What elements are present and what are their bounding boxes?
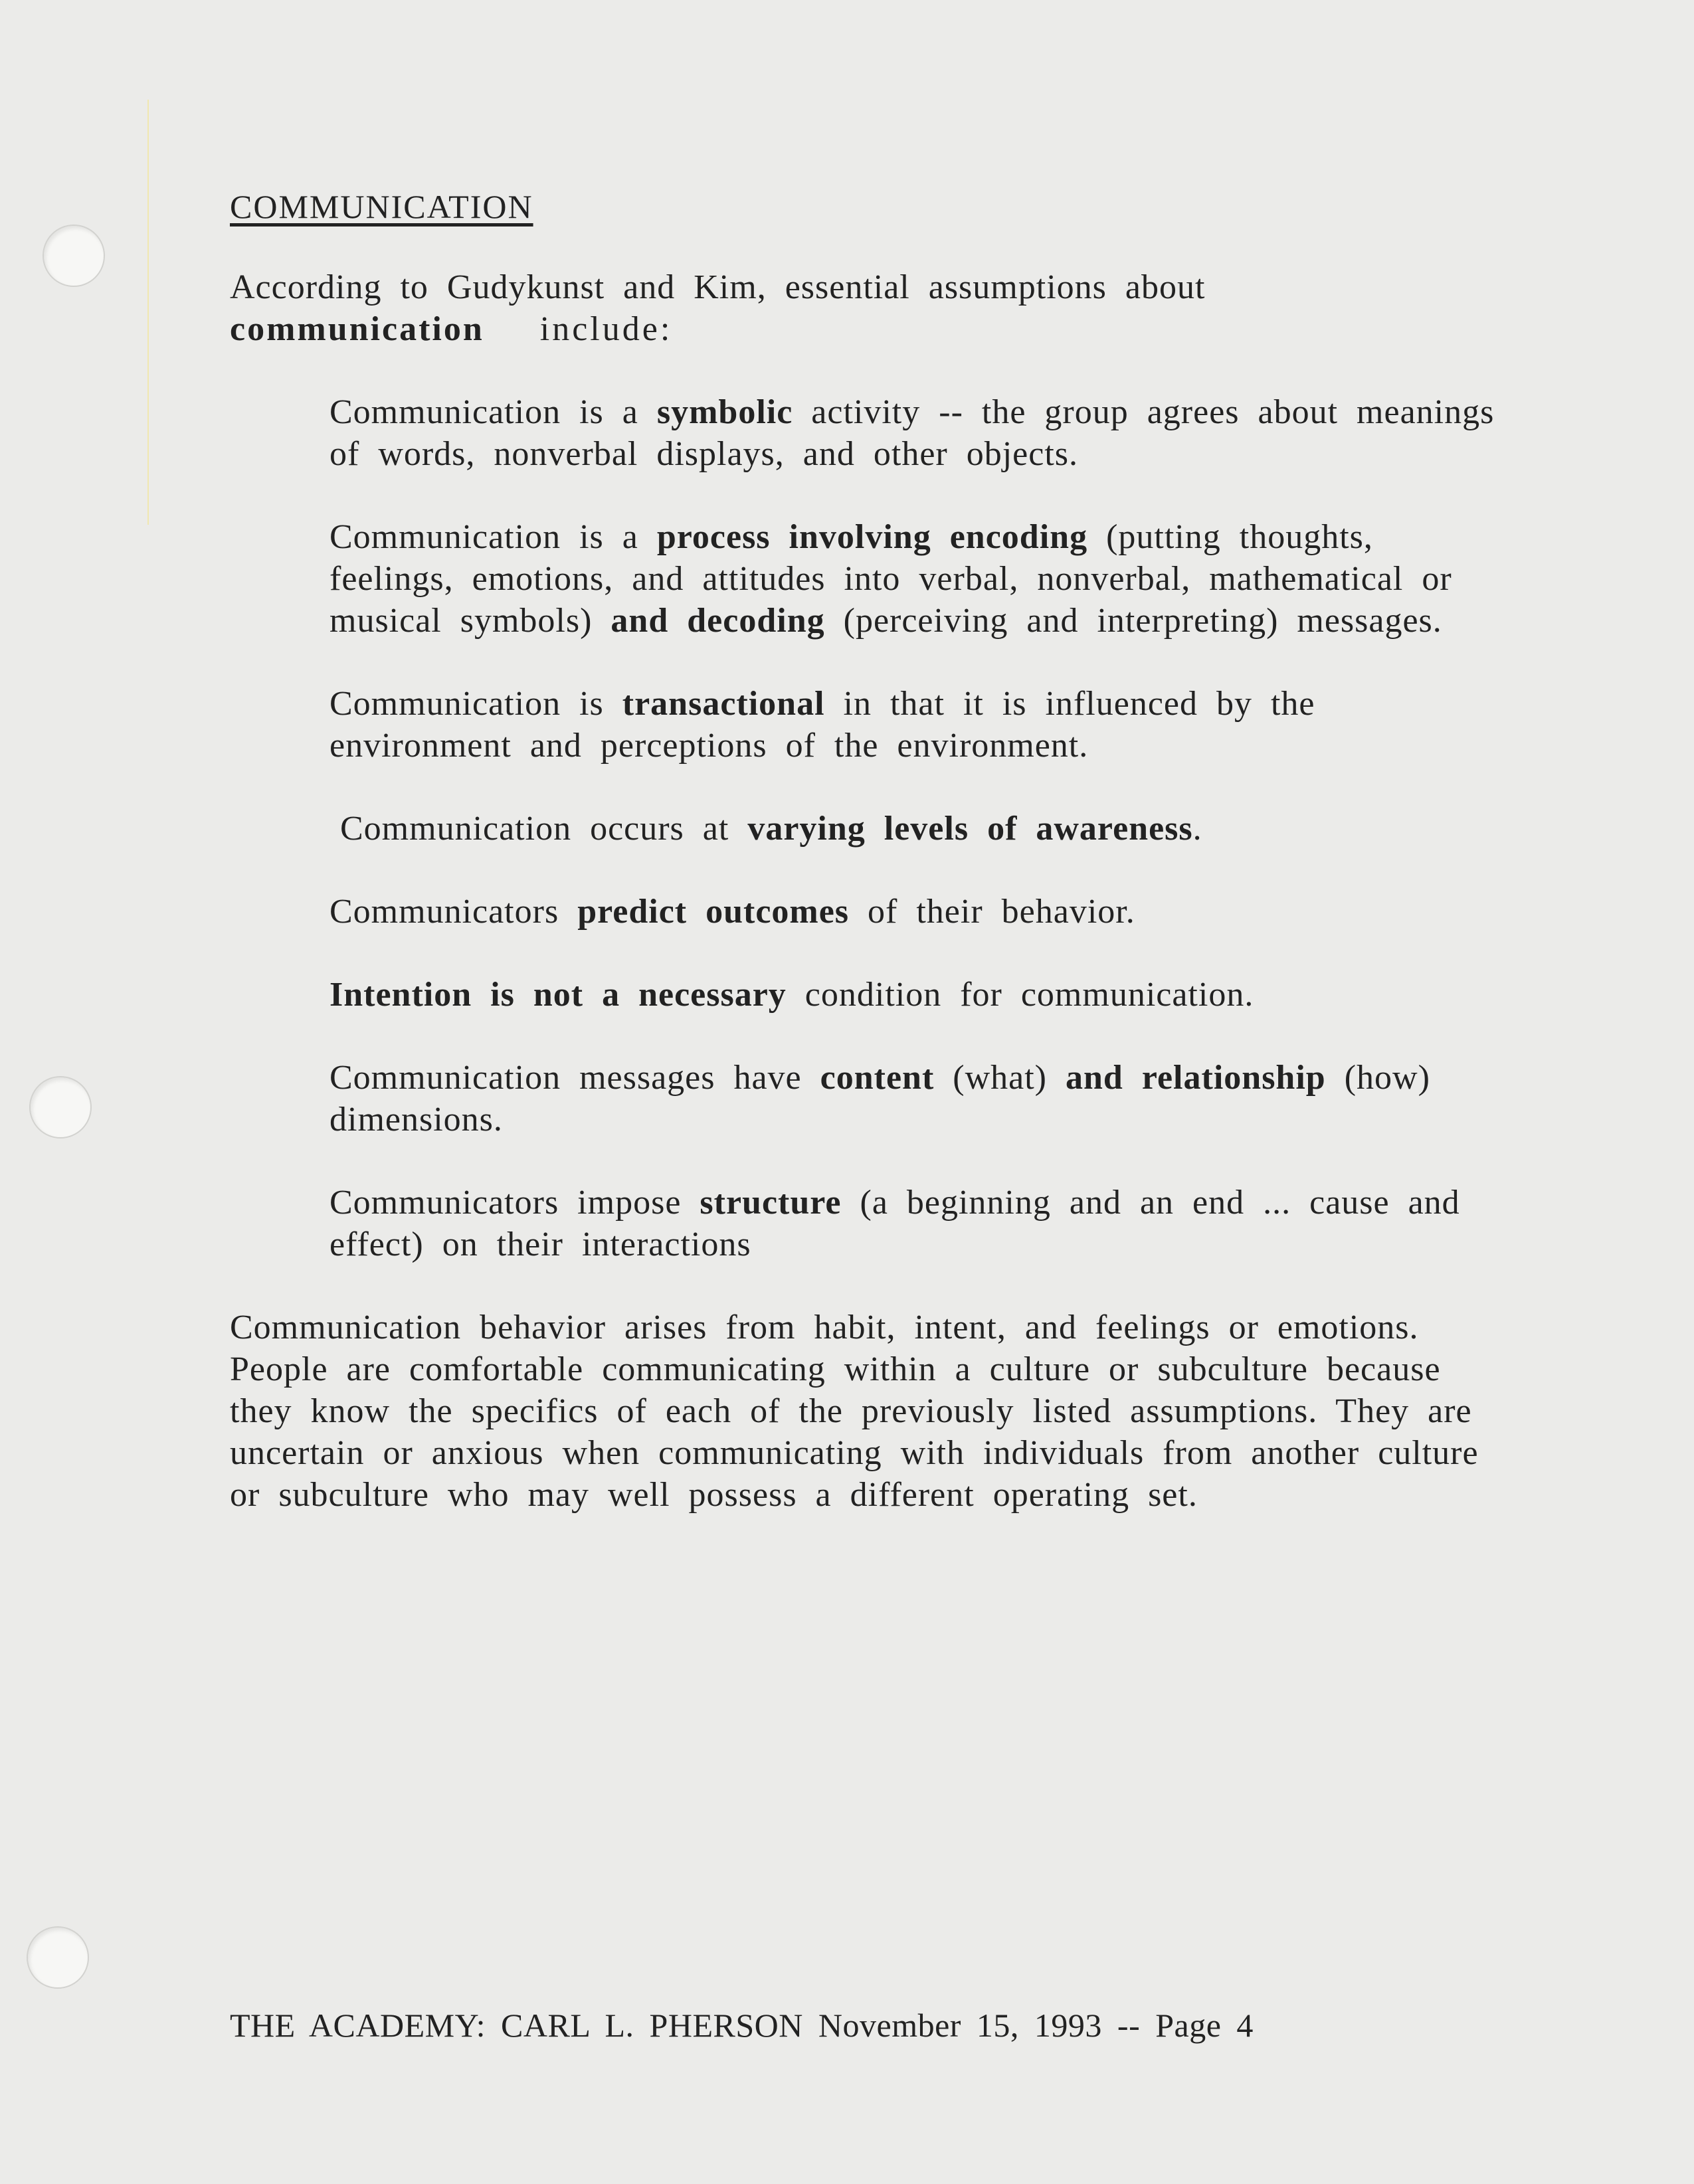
closing-paragraph: Communication behavior arises from habit, intent, and feelings or emotions. People are comfortable communicating within a culture or subculture because they know the specifics of each of the previously listed assumptions. They are uncertain or anxious when communicating with individuals from another culture or subculture who may well possess a different operating set. bbox=[230, 1309, 1479, 1514]
intro-text-end: include: bbox=[539, 310, 673, 348]
item-text: of their behavior. bbox=[849, 893, 1135, 931]
item-text: Communicators impose bbox=[329, 1184, 700, 1222]
margin-line bbox=[147, 100, 149, 525]
item-keyword: and relationship bbox=[1066, 1059, 1326, 1097]
list-item bbox=[329, 1182, 1499, 1265]
item-text: Communication messages have bbox=[329, 1059, 820, 1097]
item-text: . bbox=[1192, 810, 1202, 848]
binder-hole-top bbox=[43, 225, 105, 287]
list-item bbox=[329, 1057, 1499, 1140]
item-text: activity -- the group agrees about meanings of words, nonverbal displays, and other objects. bbox=[329, 393, 1495, 473]
item-text: Communicators bbox=[329, 893, 578, 931]
item-text: (what) bbox=[934, 1059, 1066, 1097]
item-keyword: symbolic bbox=[656, 393, 793, 431]
list-item bbox=[329, 808, 1499, 850]
list-item bbox=[329, 891, 1499, 933]
item-keyword: content bbox=[820, 1059, 935, 1097]
item-text: Communication is bbox=[329, 685, 622, 723]
item-text: (perceiving and interpreting) messages. bbox=[824, 602, 1442, 640]
item-keyword: structure bbox=[700, 1184, 842, 1222]
page-title: COMMUNICATION bbox=[230, 188, 533, 225]
item-keyword: varying levels of awareness bbox=[747, 810, 1193, 848]
list-item bbox=[329, 974, 1499, 1016]
item-text: (a beginning and an end ... cause and effect) on their interactions bbox=[329, 1184, 1460, 1263]
item-text: (putting thoughts, feelings, emotions, and attitudes into verbal, nonverbal, mathematical or musical symbols) bbox=[329, 518, 1452, 640]
item-text: Communication is a bbox=[329, 393, 657, 431]
item-keyword: and decoding bbox=[611, 602, 825, 640]
intro-text: According to Gudykunst and Kim, essential assumptions about bbox=[230, 268, 1206, 306]
item-keyword: predict outcomes bbox=[577, 893, 850, 931]
list-item bbox=[329, 683, 1499, 767]
page-footer: THE ACADEMY: CARL L. PHERSON November 15, 1993 -- Page 4 bbox=[230, 2007, 1254, 2044]
item-text: condition for communication. bbox=[786, 976, 1254, 1014]
document-body bbox=[230, 186, 1495, 1516]
assumptions-list bbox=[329, 391, 1499, 1265]
item-text: in that it is influenced by the environment and perceptions of the environment. bbox=[329, 685, 1315, 765]
item-text: Communication is a bbox=[329, 518, 657, 556]
item-keyword: process involving encoding bbox=[656, 518, 1088, 556]
item-text: Communication occurs at bbox=[340, 810, 748, 848]
item-text: (how) dimensions. bbox=[329, 1059, 1430, 1138]
intro-paragraph bbox=[230, 266, 1492, 350]
list-item bbox=[329, 516, 1499, 642]
intro-keyword: communication bbox=[230, 310, 484, 348]
list-item bbox=[329, 391, 1499, 475]
binder-hole-bottom bbox=[27, 1926, 89, 1989]
item-keyword: transactional bbox=[622, 685, 825, 723]
binder-hole-middle bbox=[29, 1076, 92, 1138]
item-keyword: Intention is not a necessary bbox=[329, 976, 787, 1014]
